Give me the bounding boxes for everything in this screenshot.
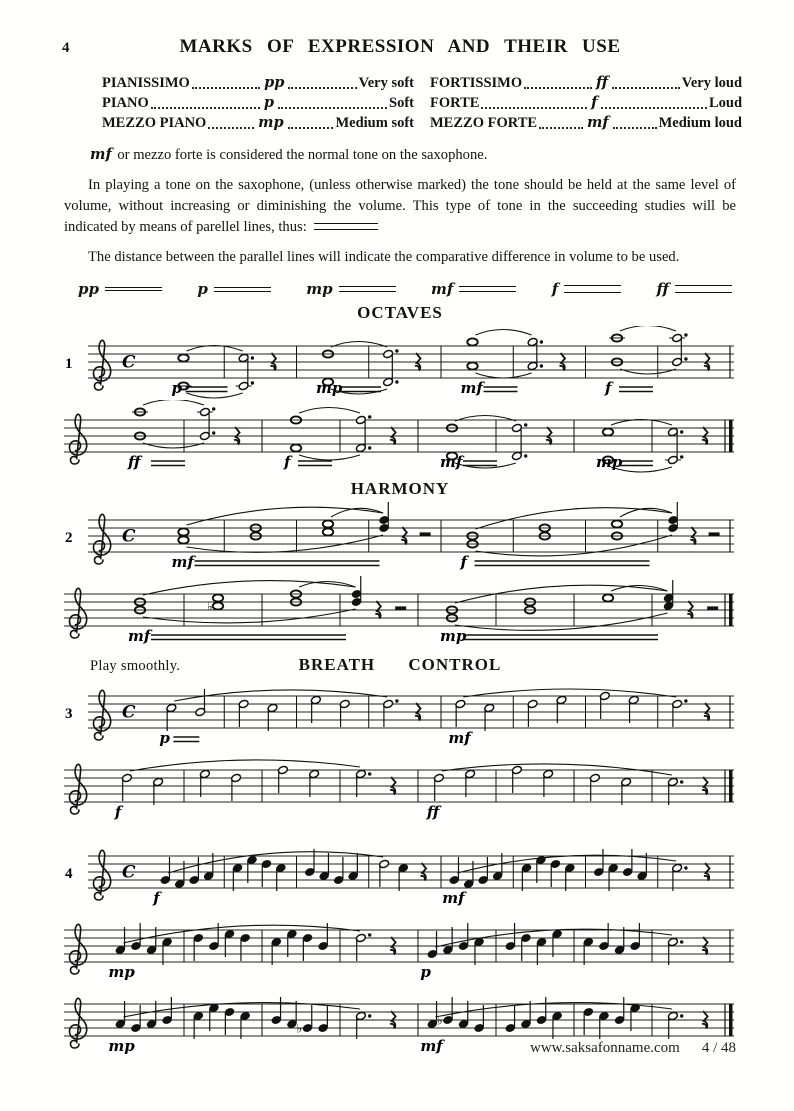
music-staff-svg bbox=[64, 676, 736, 750]
dynamic-marking: mf bbox=[171, 553, 194, 571]
staff-exercise-2-line-2 bbox=[64, 574, 736, 648]
section-heading-harmony: HARMONY bbox=[350, 479, 450, 498]
music-staff-svg bbox=[64, 500, 736, 574]
dynamic-meaning: Very loud bbox=[681, 75, 743, 91]
page-footer bbox=[530, 1040, 736, 1057]
music-staff-svg bbox=[64, 574, 736, 648]
dynamic-meaning: Medium loud bbox=[658, 115, 742, 131]
common-time-signature: C bbox=[122, 526, 136, 547]
svg-text:♭: ♭ bbox=[296, 1021, 303, 1036]
table-row bbox=[102, 73, 414, 93]
dynamic-marking: ff bbox=[426, 803, 440, 821]
dotted-leader bbox=[151, 107, 260, 109]
treble-clef-icon bbox=[70, 414, 87, 464]
dynamic-term: PIANO bbox=[102, 95, 149, 111]
dynamics-table-left-column bbox=[102, 73, 414, 133]
dynamic-marking: f bbox=[114, 803, 122, 821]
exercise-number: 2 bbox=[65, 530, 73, 546]
dynamic-symbol: pp bbox=[78, 280, 99, 298]
staff-exercise-1-line-2 bbox=[64, 400, 736, 474]
parallel-lines bbox=[214, 287, 271, 292]
table-row bbox=[430, 113, 742, 133]
dynamic-marking: f bbox=[605, 379, 612, 397]
parallel-lines bbox=[339, 286, 396, 292]
dynamic-meaning: Loud bbox=[708, 95, 743, 111]
dynamic-marking: mf bbox=[442, 889, 465, 907]
paragraph-text: In playing a tone on the saxophone, (unless otherwise marked) the tone should be held at the same level of volume, without increasing or diminishing the volume. This type of tone in the succeeding studies will be indicated by means of parellel lines, thus: bbox=[64, 177, 736, 235]
dynamic-marking: mf bbox=[420, 1037, 443, 1055]
svg-text:♭: ♭ bbox=[436, 1013, 443, 1028]
dynamic-marking: f bbox=[153, 889, 160, 907]
dynamic-marking: f bbox=[284, 453, 291, 471]
music-staves bbox=[64, 326, 736, 1058]
breath-control-heading-row bbox=[64, 654, 736, 676]
dynamic-term: FORTE bbox=[430, 95, 480, 111]
dynamic-symbol: f bbox=[551, 280, 559, 298]
dotted-leader bbox=[524, 87, 592, 89]
page-title: MARKS OF EXPRESSION AND THEIR USE bbox=[179, 36, 621, 57]
dynamic-marking: p bbox=[171, 379, 183, 397]
staff-exercise-4-line-2 bbox=[64, 910, 736, 984]
common-time-signature: C bbox=[122, 862, 136, 883]
dynamics-table bbox=[102, 73, 742, 133]
dynamic-symbol: mp bbox=[258, 114, 284, 131]
dynamic-scale-item bbox=[76, 280, 162, 298]
treble-clef-icon bbox=[94, 514, 111, 564]
common-time-signature: C bbox=[122, 352, 136, 373]
dynamic-symbol: ff bbox=[595, 74, 608, 91]
dynamic-symbol: pp bbox=[264, 74, 285, 91]
dynamic-symbol: mp bbox=[306, 280, 333, 298]
section-heading-breath-control: BREATH CONTROL bbox=[298, 655, 502, 674]
dynamic-marking: mp bbox=[596, 453, 623, 471]
treble-clef-icon bbox=[70, 588, 87, 638]
dynamic-marking: mf bbox=[128, 627, 151, 645]
table-row bbox=[102, 113, 414, 133]
dynamic-symbol: p bbox=[197, 280, 208, 298]
treble-clef-icon bbox=[94, 690, 111, 740]
dotted-leader bbox=[208, 127, 254, 129]
treble-clef-icon bbox=[70, 924, 87, 974]
staff-exercise-4-line-1 bbox=[64, 836, 736, 910]
dynamic-scale-item bbox=[429, 280, 516, 298]
treble-clef-icon bbox=[94, 850, 111, 900]
mf-symbol: mf bbox=[90, 146, 112, 163]
paragraph-playing bbox=[64, 175, 736, 238]
parallel-lines bbox=[564, 285, 621, 293]
parallel-lines bbox=[459, 286, 516, 293]
dotted-leader bbox=[601, 107, 707, 109]
staff-exercise-1-line-1 bbox=[64, 326, 736, 400]
dynamic-meaning: Soft bbox=[389, 95, 415, 111]
dynamics-table-right-column bbox=[430, 73, 742, 133]
dynamic-marking: mf bbox=[448, 729, 471, 747]
dynamic-marking: p bbox=[159, 729, 170, 747]
table-row bbox=[102, 93, 414, 113]
parallel-lines bbox=[105, 287, 162, 292]
exercise-number: 1 bbox=[65, 356, 73, 372]
parallel-lines bbox=[675, 285, 732, 294]
dynamic-marking: mp bbox=[440, 627, 467, 645]
parallel-lines-sample bbox=[314, 223, 378, 230]
dynamic-marking: p bbox=[420, 963, 431, 981]
dotted-leader bbox=[612, 87, 680, 89]
dynamic-symbol: p bbox=[263, 94, 274, 111]
dynamic-symbol: mf bbox=[430, 280, 454, 298]
dynamic-term: FORTISSIMO bbox=[430, 75, 523, 91]
dynamic-scale-row bbox=[76, 280, 732, 298]
table-row bbox=[430, 93, 742, 113]
paragraph-text: or mezzo forte is considered the normal tone on the saxophone. bbox=[113, 147, 488, 163]
exercise-number: 3 bbox=[65, 706, 73, 722]
table-row bbox=[430, 73, 742, 93]
dynamic-marking: ff bbox=[128, 453, 141, 471]
paragraph-normal-tone bbox=[64, 144, 736, 166]
staff-exercise-3-line-2 bbox=[64, 750, 736, 824]
dotted-leader bbox=[288, 87, 356, 89]
dynamic-symbol: f bbox=[591, 94, 598, 111]
dynamic-term: MEZZO FORTE bbox=[430, 115, 538, 131]
dynamic-meaning: Medium soft bbox=[335, 115, 415, 131]
dynamic-term: MEZZO PIANO bbox=[102, 115, 207, 131]
staff-exercise-3-line-1 bbox=[64, 676, 736, 750]
dynamic-term: PIANISSIMO bbox=[102, 75, 190, 91]
play-smoothly-note: Play smoothly. bbox=[90, 658, 181, 674]
exercise-number: 4 bbox=[65, 866, 73, 882]
section-heading-octaves: OCTAVES bbox=[357, 303, 443, 322]
music-staff-svg bbox=[64, 910, 736, 984]
dynamic-symbol: ff bbox=[656, 280, 669, 298]
dynamic-scale-item bbox=[304, 280, 395, 298]
dynamic-symbol: mf bbox=[587, 114, 609, 131]
footer-page-indicator: 4 / 48 bbox=[701, 1040, 736, 1056]
dynamic-scale-item bbox=[195, 280, 271, 298]
svg-text:♭: ♭ bbox=[207, 599, 213, 614]
dynamic-marking: mf bbox=[460, 379, 483, 397]
music-staff-svg bbox=[64, 326, 736, 400]
staff-exercise-2-line-1 bbox=[64, 500, 736, 574]
dotted-leader bbox=[278, 107, 387, 109]
treble-clef-icon bbox=[70, 998, 87, 1048]
paragraph-distance: The distance between the parallel lines will indicate the comparative difference in volume to be used. bbox=[88, 249, 680, 265]
dynamic-scale-item bbox=[655, 280, 732, 298]
music-staff-svg bbox=[64, 836, 736, 910]
footer-website: www.saksafonname.com bbox=[530, 1040, 680, 1056]
treble-clef-icon bbox=[94, 340, 111, 390]
dynamic-marking: f bbox=[460, 553, 467, 571]
dynamic-marking: mf bbox=[440, 453, 463, 471]
common-time-signature: C bbox=[122, 702, 136, 723]
music-staff-svg bbox=[64, 400, 736, 474]
dotted-leader bbox=[288, 127, 334, 129]
dotted-leader bbox=[192, 87, 260, 89]
dynamic-marking: mp bbox=[108, 1037, 135, 1055]
music-staff-svg bbox=[64, 750, 736, 824]
dynamic-marking: mp bbox=[316, 379, 343, 397]
dotted-leader bbox=[539, 127, 583, 129]
dotted-leader bbox=[613, 127, 657, 129]
dynamic-scale-item bbox=[550, 280, 621, 298]
dotted-leader bbox=[481, 107, 587, 109]
treble-clef-icon bbox=[70, 764, 87, 814]
dynamic-meaning: Very soft bbox=[358, 75, 415, 91]
dynamic-marking: mp bbox=[108, 963, 135, 981]
page-number: 4 bbox=[62, 40, 70, 56]
